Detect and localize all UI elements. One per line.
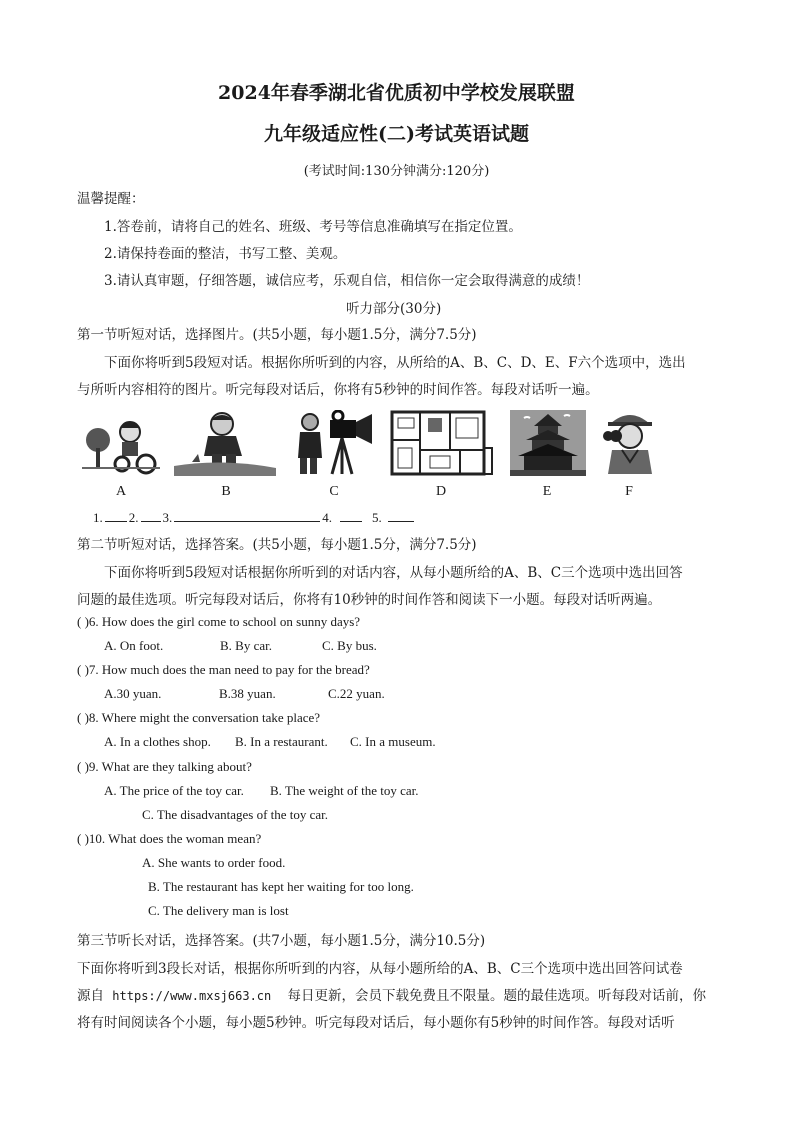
picture-e <box>510 410 586 480</box>
blank-label-2: 2. <box>128 510 139 525</box>
exam-title-2: 九年级适应性(二)考试英语试题 <box>264 123 529 145</box>
q8-option-b: B. In a restaurant. <box>235 734 328 749</box>
picture-f <box>602 410 658 480</box>
q10-option-a: A. She wants to order food. <box>142 855 286 870</box>
picture-label-a: A <box>115 484 127 499</box>
picture-label-d: D <box>435 484 447 499</box>
cameraman-illustration <box>294 410 374 476</box>
question-9: ( )9. What are they talking about? <box>77 759 252 774</box>
question-10: ( )10. What does the woman mean? <box>77 831 262 846</box>
section3-instructions-2 <box>77 984 706 1004</box>
picture-c <box>294 410 374 480</box>
q9-option-b: B. The weight of the toy car. <box>270 783 419 798</box>
exam-info: (考试时间:130分钟满分:120分) <box>303 164 490 179</box>
exam-title-1: 2024年春季湖北省优质初中学校发展联盟 <box>218 82 575 104</box>
answer-blank-2[interactable] <box>141 509 161 522</box>
binoculars-person-illustration <box>602 410 658 476</box>
picture-b <box>172 410 278 480</box>
tips-heading: 温馨提醒： <box>77 191 145 207</box>
answer-blank-3[interactable] <box>174 509 320 522</box>
section2-instructions-2: 问题的最佳选项。听完每段对话后，你将有10秒钟的时间作答和阅读下一小题。每段对话听两遍。 <box>77 592 662 608</box>
question-8: ( )8. Where might the conversation take place? <box>77 710 321 725</box>
blank-label-1: 1. <box>93 510 103 525</box>
tower-illustration <box>510 410 586 476</box>
source-url-link[interactable]: https://www.mxsj663.cn <box>112 989 272 1003</box>
q6-option-a: A. On foot. <box>104 638 164 653</box>
floor-plan-illustration <box>390 410 494 476</box>
section3-line2-suffix: 每日更新，会员下载免费且不限量。题的最佳选项。听每段对话前，你 <box>287 988 707 1004</box>
picture-label-b: B <box>221 484 231 499</box>
section3-line2-prefix: 源自 <box>77 988 104 1004</box>
blank-label-4: 4. <box>322 510 332 525</box>
section3-title: 第三节听长对话，选择答案。(共7小题，每小题1.5分，满分10.5分) <box>77 933 486 949</box>
picture-label-c: C <box>329 484 339 499</box>
q7-option-c: C.22 yuan. <box>328 686 385 701</box>
listening-heading: 听力部分(30分) <box>346 301 442 317</box>
picture-d <box>390 410 494 480</box>
section1-title: 第一节听短对话，选择图片。(共5小题，每小题1.5分，满分7.5分) <box>77 327 477 343</box>
question-7: ( )7. How much does the man need to pay for the bread? <box>77 662 370 677</box>
tip-item-2: 2.请保持卷面的整洁，书写工整、美观。 <box>104 246 347 262</box>
q10-option-c: C. The delivery man is lost <box>148 903 289 918</box>
section2-instructions-1: 下面你将听到5段短对话根据你所听到的对话内容，从每小题所给的A、B、C三个选项中选出回答 <box>104 565 683 581</box>
section1-instructions-1: 下面你将听到5段短对话。根据你所听到的内容，从所给的A、B、C、D、E、F六个选项中，选出 <box>104 355 686 371</box>
q6-option-b: B. By car. <box>220 638 272 653</box>
answer-blank-1[interactable] <box>105 509 127 522</box>
section2-title: 第二节听短对话，选择答案。(共5小题，每小题1.5分，满分7.5分) <box>77 537 477 553</box>
q7-option-b: B.38 yuan. <box>219 686 276 701</box>
blank-label-5: 5. <box>372 510 382 525</box>
q8-option-a: A. In a clothes shop. <box>104 734 211 749</box>
q9-option-c: C. The disadvantages of the toy car. <box>142 807 329 822</box>
tip-item-3: 3.请认真审题，仔细答题，诚信应考，乐观自信，相信你一定会取得满意的成绩！ <box>104 273 590 289</box>
question-6: ( )6. How does the girl come to school on sunny days? <box>77 614 361 629</box>
answer-blank-4[interactable] <box>340 509 362 522</box>
section3-instructions-3: 将有时间阅读各个小题，每小题5秒钟。听完每段对话后，每小题你有5秒钟的时间作答。每段对话听 <box>77 1015 675 1031</box>
q9-option-a: A. The price of the toy car. <box>104 783 244 798</box>
q7-option-a: A.30 yuan. <box>104 686 162 701</box>
child-tricycle-illustration <box>82 410 160 476</box>
section3-instructions-1: 下面你将听到3段长对话，根据你所听到的内容，从每小题所给的A、B、C三个选项中选出回答问试卷 <box>77 961 683 977</box>
answer-blank-5[interactable] <box>388 509 414 522</box>
picture-a <box>82 410 160 480</box>
picture-label-f: F <box>625 484 633 499</box>
blank-label-3: 3. <box>162 510 173 525</box>
section1-instructions-2: 与所听内容相符的图片。听完每段对话后，你将有5秒钟的时间作答。每段对话听一遍。 <box>77 382 599 398</box>
tip-item-1: 1.答卷前，请将自己的姓名、班级、考号等信息准确填写在指定位置。 <box>104 219 522 235</box>
q8-option-c: C. In a museum. <box>350 734 436 749</box>
q10-option-b: B. The restaurant has kept her waiting for too long. <box>148 879 414 894</box>
picture-label-e: E <box>542 484 552 499</box>
answer-blanks-row <box>93 509 416 526</box>
q6-option-c: C. By bus. <box>322 638 377 653</box>
boy-planting-illustration <box>172 410 278 476</box>
